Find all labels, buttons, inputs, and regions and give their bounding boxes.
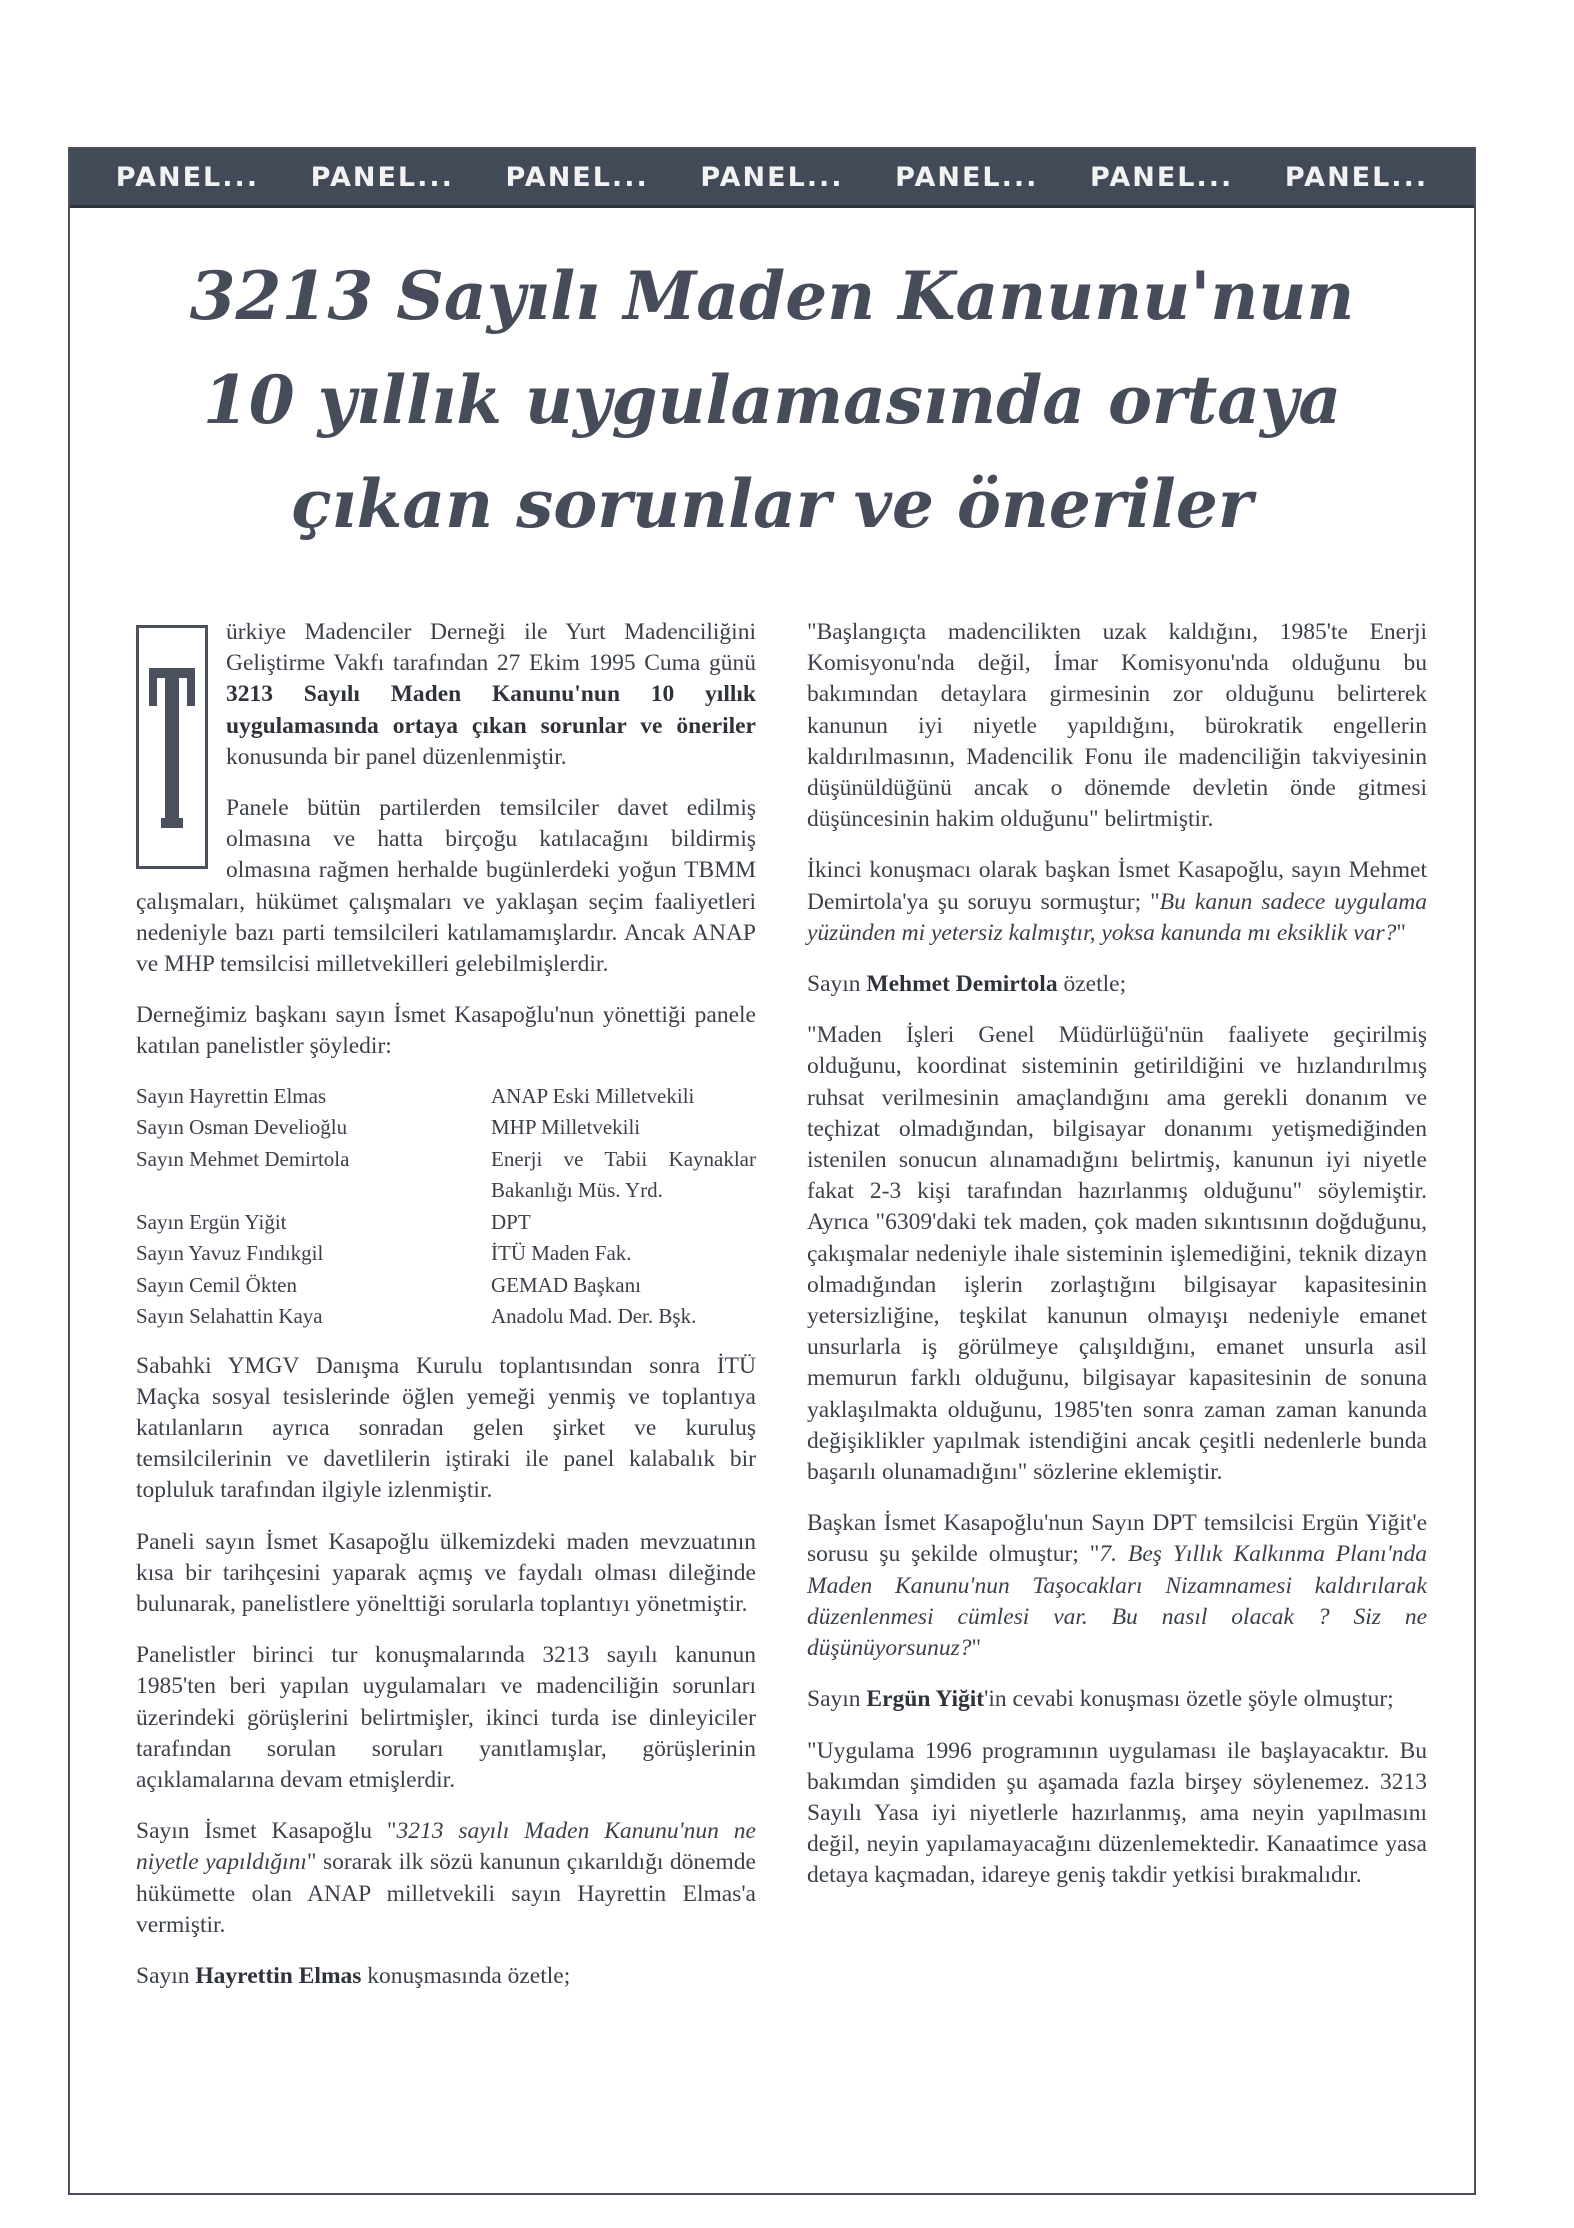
dropcap-T-icon [136,625,208,869]
bold-text: Hayrettin Elmas [195,1963,362,1990]
text: Paneli sayın İsmet Kasapoğlu ülkemizdeki maden mevzuatının kısa bir tarihçesini yaparak açmış ve faydalı olması dileğinde bulunarak, panelistlere yönelttiği sorularla toplantıyı yönetmiştir. [136,1528,756,1618]
text: " [1396,919,1406,946]
paragraph [136,1000,756,1062]
text: 'in cevabi konuşması özetle şöyle olmuştur; [984,1686,1394,1713]
banner-label: PANEL... [895,161,1039,193]
paragraph [136,617,756,773]
panelist-row [136,1081,756,1113]
bold-text: Ergün Yiğit [866,1686,985,1713]
paragraph [136,1351,756,1507]
panelist-row [136,1112,756,1144]
text: konuşmasında özetle; [361,1963,571,1990]
text: Panelistler birinci tur konuşmalarında 3213 sayılı kanunun 1985'ten beri yapılan uygulamaları ve madenciliğin sorunları üzerindeki görüşlerini belirtmişler, ikinci turda ise dinleyiciler tarafından sorulan soruları yanıtlamışlar, görüşlerinin açıklamalarına devam etmişlerdir. [136,1642,756,1794]
panelist-row [136,1270,756,1302]
panelist-role: İTÜ Maden Fak. [491,1241,632,1266]
title-line: 3213 Sayılı Maden Kanunu'nun [189,257,1355,335]
text: Sabahki YMGV Danışma Kurulu toplantısından sonra İTÜ Maçka sosyal tesislerinde öğlen yemeği yenmiş ve toplantıya katılanların ayrıca sonradan gelen şirket ve kuruluş temsilcilerinin ve davetlilerin iştiraki ile panel kalabalık bir topluluk tarafından ilgiyle izlenmiştir. [136,1352,756,1504]
banner-label: PANEL... [700,161,844,193]
paragraph [807,617,1427,835]
text: "Başlangıçta madencilikten uzak kaldığını, 1985'te Enerji Komisyonu'nda değil, İmar Komisyonu'nda olduğunu bu bakımından detaylara girmesinin zor olduğunu belirterek kanunun iyi niyetle yapıldığını, bürokratik engellerin kaldırılmasının, Madencilik Fonu ile madenciliğin takviyesinin düşünüldüğünü ancak o dönemde devletin önde gitmesi düşüncesinin hakim olduğunu" belirtmiştir. [807,619,1427,833]
panelist-name: Sayın Ergün Yiğit [136,1209,287,1234]
title-line: 10 yıllık uygulamasında ortaya [202,361,1342,439]
panel-banner [70,149,1474,208]
text: konusunda bir panel düzenlenmiştir. [226,743,567,770]
paragraph [136,793,756,980]
panelist-role: ANAP Eski Milletvekili [491,1083,695,1108]
panelists-table [136,1081,756,1333]
title-line: çıkan sorunlar ve öneriler [291,465,1253,543]
article-title [130,244,1414,556]
text: " [971,1635,982,1662]
right-column [807,617,1427,1912]
panelist-name: Sayın Mehmet Demirtola [136,1146,350,1171]
text: Sayın [136,1963,196,1990]
banner-label: PANEL... [115,161,260,193]
panelist-row [136,1301,756,1333]
panelist-role: Anadolu Mad. Der. Bşk. [491,1304,697,1329]
panelist-name: Sayın Yavuz Fındıkgil [136,1241,324,1266]
paragraph [136,1527,756,1621]
bold-text: Mehmet Demirtola [866,971,1058,998]
banner-label: PANEL... [1284,161,1429,193]
text: Sayın [807,971,867,998]
text: Derneğimiz başkanı sayın İsmet Kasapoğlu'nun yönettiği panele katılan panelistler şöyledir: [136,1002,756,1060]
left-column [136,617,756,2012]
italic-quote: 3213 sayılı Maden Kanunu'nun ne niyetle yapıldığını [136,1818,756,1876]
paragraph [807,1684,1427,1715]
panelist-name: Sayın Osman Develioğlu [136,1115,348,1140]
paragraph [807,1736,1427,1892]
paragraph [807,1508,1427,1664]
text: Sayın [807,1686,867,1713]
panelist-row [136,1144,756,1207]
panelist-name: Sayın Selahattin Kaya [136,1304,323,1329]
text: "Uygulama 1996 programının uygulaması ile başlayacaktır. Bu bakımdan şimdiden şu aşamada fazla birşey söylenemez. 3213 Sayılı Yasa iyi niyetlerle hazırlanmış, ama neyin yapılmasını değil, neyin yapılamayacağını düzenlemektedir. Kanaatimce yasa detaya kaçmadan, idareye geniş takdir yetkisi bırakmalıdır. [807,1737,1427,1889]
panelist-name: Sayın Cemil Ökten [136,1272,297,1297]
article-frame [68,147,1476,2195]
text: ürkiye Madenciler Derneği ile Yurt Madenciliğini Geliştirme Vakfı tarafından 27 Ekim 1995 Cuma günü [226,619,756,677]
text: " sorarak ilk sözü kanunun çıkarıldığı dönemde hükümette olan ANAP milletvekili sayın Hayrettin Elmas'a vermiştir. [136,1849,756,1938]
text: özetle; [1057,971,1127,998]
panelist-role: MHP Milletvekili [491,1115,641,1140]
text: Başkan İsmet Kasapoğlu'nun Sayın DPT temsilcisi Ergün Yiğit'e sorusu şu şekilde olmuştur; " [807,1510,1427,1568]
paragraph [136,1961,756,1992]
panelist-name: Sayın Hayrettin Elmas [136,1083,327,1108]
paragraph [136,1640,756,1796]
panelist-role: Enerji ve Tabii Kaynaklar Bakanlığı Müs. Yrd. [491,1146,756,1203]
paragraph [807,969,1427,1000]
panelist-row [136,1238,756,1270]
panelist-row [136,1207,756,1239]
paragraph [807,1020,1427,1488]
banner-label: PANEL... [505,161,649,193]
text: "Maden İşleri Genel Müdürlüğü'nün faaliyete geçirilmiş olduğunu, koordinat sisteminin getirildiğini ve hızlandırılmış ruhsat verilmesinin amaçlandığını ama gerekli donanım ve teçhizat olmadığından, bilgisayar donanımı yetişmediğinden istenilen sonucun alınamadığını belirtmiş, kanunun iyi niyetle fakat 2-3 kişi tarafından hazırlanmış olduğunu" söylemiştir. Ayrıca "6309'daki tek maden, çok maden sıkıntısının doğduğunu, çakışmalar nedeniyle ihale sisteminin işlemediğini, teknik dizayn olmadığından işlerin zorlaştığını bilgisayar kapasitesinin yetersizliğine, teşkilat kanunun olmayışı nedeniyle emanet unsurlarla iş görülmeye çalışıldığını, emanet unsurla asil memurun farklı olduğunu, bilgisayar kapasitesinin de sonuna yaklaşılmakta olduğunu, 1985'ten sonra zaman zaman kanunda değişiklikler yapılmak istendiğini ancak çeşitli nedenlerle bunda başarılı olunamadığını" sözlerine eklemiştir. [807,1022,1427,1486]
italic-quote: 7. Beş Yıllık Kalkınma Planı'nda Maden Kanunu'nun Taşocakları Nizamnamesi kaldırılarak düzenlenmesi cümlesi var. Bu nasıl olacak ? Siz ne düşünüyorsunuz? [807,1541,1427,1662]
panelist-role: GEMAD Başkanı [491,1272,641,1297]
text: Panele bütün partilerden temsilciler davet edilmiş olmasına ve hatta birçoğu katılacağını bildirmiş olmasına rağmen herhalde bugünlerdeki yoğun TBMM çalışmaları, hükümet çalışmaları ve yaklaşan seçim faaliyetleri nedeniyle bazı parti temsilcileri katılamamışlardır. Ancak ANAP ve MHP temsilcisi milletvekilleri gelebilmişlerdir. [136,795,756,978]
paragraph [807,855,1427,949]
paragraph [136,1816,756,1941]
text: İkinci konuşmacı olarak başkan İsmet Kasapoğlu, sayın Mehmet Demirtola'ya şu soruyu sormuştur; " [807,857,1427,915]
italic-quote: Bu kanun sadece uygulama yüzünden mi yetersiz kalmıştır, yoksa kanunda mı eksiklik var? [807,888,1427,946]
panelist-role: DPT [491,1209,531,1234]
text: Sayın İsmet Kasapoğlu " [136,1818,397,1845]
banner-label: PANEL... [310,161,454,193]
bold-text: 3213 Sayılı Maden Kanunu'nun 10 yıllık uygulamasında ortaya çıkan sorunlar ve öneriler [226,681,756,739]
banner-label: PANEL... [1090,161,1234,193]
